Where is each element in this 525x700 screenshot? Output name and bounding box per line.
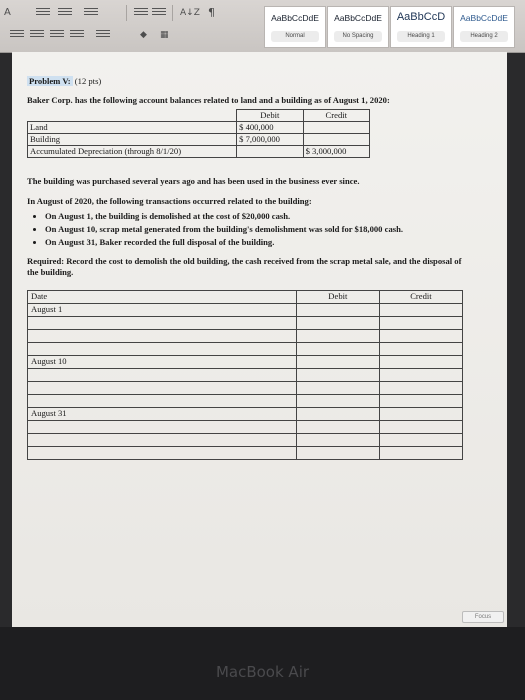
shading-icon[interactable]: ◆ [140,30,147,40]
debit-cell[interactable] [296,356,379,369]
date-cell[interactable] [28,369,297,382]
debit-cell[interactable] [296,434,379,447]
table-row [28,421,463,434]
align-right-icon[interactable] [50,30,64,40]
debit-cell[interactable] [296,343,379,356]
credit-cell[interactable] [379,369,462,382]
paragraph: The building was purchased several years ago and has been used in the business ever since. [27,176,360,186]
credit-cell[interactable] [379,304,462,317]
table-row [28,356,463,369]
align-center-icon[interactable] [30,30,44,40]
date-cell[interactable] [28,330,297,343]
date-cell[interactable]: August 1 [28,304,297,317]
table-row [28,382,463,395]
credit-cell[interactable] [379,317,462,330]
table-row [28,330,463,343]
credit-cell[interactable] [379,395,462,408]
style-label: Heading 1 [397,31,445,42]
credit-cell[interactable] [379,447,462,460]
debit-cell[interactable] [296,382,379,395]
date-cell[interactable] [28,421,297,434]
debit-cell[interactable] [296,369,379,382]
list-item: • On August 1, the building is demolished at the cost of $20,000 cash. [45,211,467,222]
debit-cell[interactable] [296,304,379,317]
debit-cell[interactable] [296,408,379,421]
style-sample: AaBbCcDdE [460,13,508,23]
style-label: Heading 2 [460,31,508,42]
text-effects-icon[interactable]: A [4,7,11,18]
table-header [28,110,237,122]
decrease-indent-icon[interactable] [134,8,148,18]
style-sample: AaBbCcD [396,11,446,23]
required-paragraph [27,256,467,278]
account-cell: Building [28,134,237,146]
credit-cell[interactable] [379,330,462,343]
table-row [28,369,463,382]
multilevel-list-icon[interactable] [84,8,98,18]
credit-cell[interactable] [379,434,462,447]
separator [126,5,127,21]
table-header: Credit [379,291,462,304]
table-row [28,317,463,330]
debit-cell[interactable] [296,317,379,330]
table-row [28,304,463,317]
problem-label: Problem V: [29,76,71,86]
borders-icon[interactable]: ▦ [160,30,169,40]
table-header: Debit [237,110,303,122]
table-row [28,146,370,158]
date-cell[interactable]: August 10 [28,356,297,369]
sort-icon[interactable]: A↓Z [180,8,200,18]
table-header: Debit [296,291,379,304]
date-cell[interactable] [28,382,297,395]
debit-cell[interactable] [296,330,379,343]
credit-cell [303,134,369,146]
account-cell: Land [28,122,237,134]
credit-cell[interactable] [379,356,462,369]
table-header: Credit [303,110,369,122]
credit-cell[interactable] [379,382,462,395]
separator [172,5,173,21]
table-row [28,395,463,408]
pilcrow-icon[interactable]: ¶ [208,6,215,19]
date-cell[interactable]: August 31 [28,408,297,421]
transactions-list [27,211,467,248]
account-cell: Accumulated Depreciation (through 8/1/20) [28,146,237,158]
table-header: Date [28,291,297,304]
date-cell[interactable] [28,317,297,330]
table-row [28,134,370,146]
date-cell[interactable] [28,395,297,408]
style-sample: AaBbCcDdE [271,13,319,23]
document-body [27,76,467,460]
brand-label: MacBook Air [215,663,310,681]
debit-cell [237,146,303,158]
numbered-list-icon[interactable] [58,8,72,18]
required-text: Record the cost to demolish the old building, the cash received from the scrap metal sale, and the disposal of the building. [27,256,462,277]
table-row [28,343,463,356]
style-normal[interactable] [264,6,326,48]
problem-heading [27,76,467,87]
date-cell[interactable] [28,447,297,460]
increase-indent-icon[interactable] [152,8,166,18]
style-label: No Spacing [334,31,382,42]
table-row [28,447,463,460]
table-row [28,434,463,447]
paragraph: In August of 2020, the following transactions occurred related to the building: [27,196,312,206]
ribbon-toolbar [0,0,525,53]
debit-cell[interactable] [296,421,379,434]
credit-cell[interactable] [379,408,462,421]
credit-cell[interactable] [379,343,462,356]
balances-table [27,109,370,158]
intro-text: Baker Corp. has the following account balances related to land and a building as of August 1, 2020: [27,95,390,105]
credit-cell[interactable] [379,421,462,434]
list-item: • On August 31, Baker recorded the full disposal of the building. [45,237,467,248]
style-sample: AaBbCcDdE [334,13,382,23]
justify-icon[interactable] [70,30,84,40]
table-row [28,122,370,134]
debit-cell[interactable] [296,395,379,408]
credit-cell [303,122,369,134]
required-label: Required: [27,256,65,266]
table-row [28,408,463,421]
style-heading-2[interactable] [453,6,515,48]
debit-cell: $ 7,000,000 [237,134,303,146]
date-cell[interactable] [28,343,297,356]
laptop-bezel [0,627,525,700]
debit-cell[interactable] [296,447,379,460]
list-item: • On August 10, scrap metal generated from the building's demolishment was sold for $18,000 cash. [45,224,467,235]
style-no-spacing[interactable] [327,6,389,48]
date-cell[interactable] [28,434,297,447]
focus-mode-button[interactable]: Focus [462,611,504,623]
credit-cell: $ 3,000,000 [303,146,369,158]
style-heading-1[interactable] [390,6,452,48]
line-spacing-icon[interactable] [96,30,110,40]
style-label: Normal [271,31,319,42]
journal-table [27,290,463,460]
debit-cell: $ 400,000 [237,122,303,134]
bullets-list-icon[interactable] [36,8,50,18]
problem-points: (12 pts) [74,76,102,86]
align-left-icon[interactable] [10,30,24,40]
